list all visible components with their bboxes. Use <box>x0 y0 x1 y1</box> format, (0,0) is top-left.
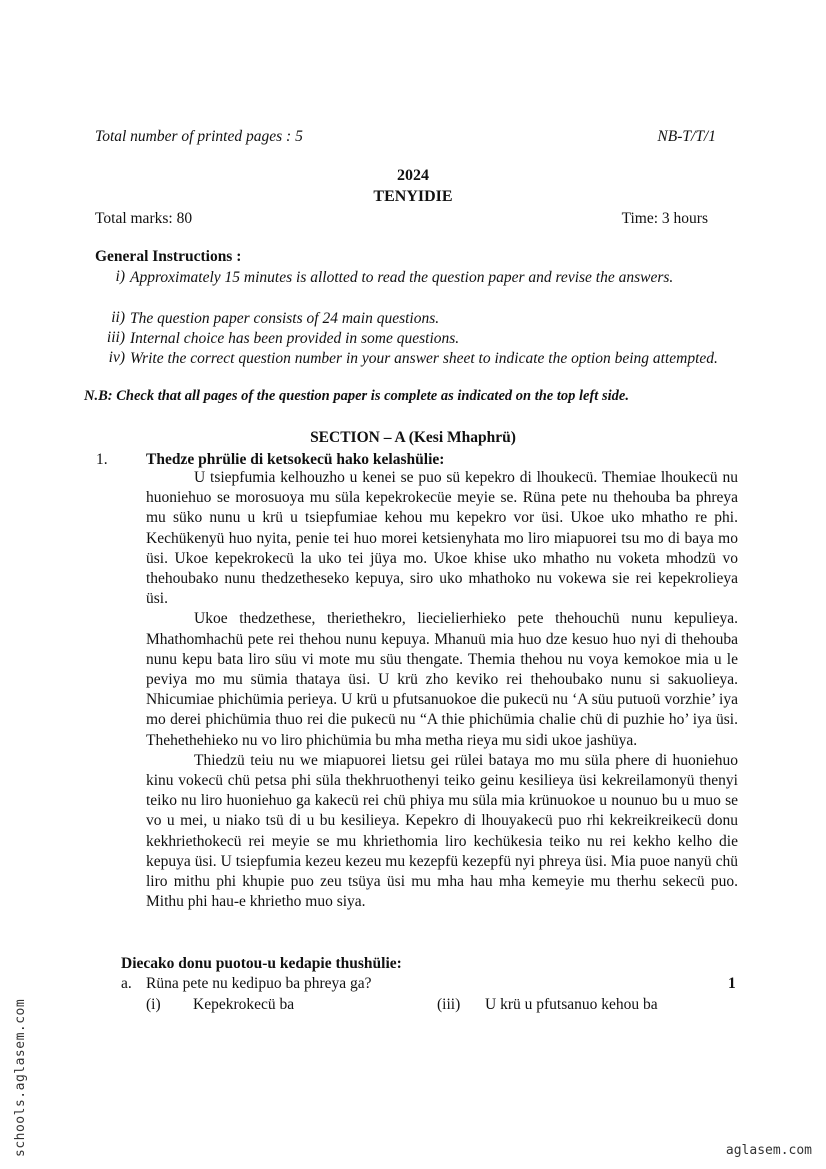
instruction-text: The question paper consists of 24 main questions. <box>130 310 440 327</box>
subject-title: TENYIDIE <box>373 188 453 205</box>
question-number: 1. <box>96 451 108 468</box>
comprehension-passage <box>146 468 738 912</box>
instruction-number: iv) <box>108 349 125 366</box>
instruction-item <box>95 329 735 349</box>
passage-paragraph: U tsiepfumia kelhouzho u kenei se puo sü kepekro di lhoukecü. Themiae lhoukecü nu huoniehuo se morosuoya mu süla kepekrokecüe meyie se. Rüna pete nu thehouba ba phreya mu süko nunu u krü u tsiepfumiae kehou mu kepekro vor üsi. Ukoe uko mhatho re phi. Kechükenyü huo nyita, penie tei huo morei ketsienyhata mo liro miapuorei tsu mo di baya mo üsi. Ukoe kepekrokecü la uko tei jüya mo. Ukoe khise uko mhatho nu voketa mhodzü vo thehoubako nunu thedzetheseko kepuya, siro uko mhathoko nu vokewa sie rei kepekrolieya üsi. <box>146 469 738 608</box>
sub-question-text: Rüna pete nu kedipuo ba phreya ga? <box>146 975 372 992</box>
instruction-number: i) <box>115 268 125 285</box>
instruction-number: iii) <box>106 329 125 346</box>
exam-year: 2024 <box>397 167 429 184</box>
instructions-title: General Instructions : <box>95 248 242 265</box>
option-number: (i) <box>146 996 161 1013</box>
side-watermark: schools.aglasem.com <box>13 998 28 1157</box>
paper-code: NB-T/T/1 <box>657 128 716 145</box>
instruction-item <box>95 309 735 329</box>
instruction-number: ii) <box>111 309 125 326</box>
sub-question-instruction: Diecako donu puotou-u kedapie thushülie: <box>121 955 402 972</box>
instruction-text: Internal choice has been provided in some questions. <box>130 330 460 347</box>
section-title: SECTION – A (Kesi Mhaphrü) <box>310 429 516 446</box>
instruction-item <box>95 349 735 369</box>
instruction-item <box>95 268 735 288</box>
instruction-text: Write the correct question number in your answer sheet to indicate the option being attempted. <box>130 350 718 367</box>
nb-note: N.B: Check that all pages of the question paper is complete as indicated on the top left side. <box>84 388 629 404</box>
instruction-text: Approximately 15 minutes is allotted to read the question paper and revise the answers. <box>130 269 674 286</box>
option-number: (iii) <box>437 996 461 1013</box>
option-text: Kepekrokecü ba <box>193 996 295 1013</box>
exam-time: Time: 3 hours <box>621 210 708 227</box>
total-marks: Total marks: 80 <box>95 210 193 227</box>
question-title: Thedze phrülie di ketsokecü hako kelashülie: <box>146 451 445 468</box>
bottom-watermark: aglasem.com <box>725 1143 812 1158</box>
sub-question-marks: 1 <box>728 975 736 992</box>
passage-paragraph: Thiedzü teiu nu we miapuorei lietsu gei rülei bataya mo mu süla phere di huoniehuo kinu vokecü chü petsa phi süla thekhruothenyi teiko geinu kesilieya üsi kekreilamonyü thenyi teiko nu liro huoniehuo ga kakecü rei chü phiya mu süla mia krünuokoe u nounuo bu u muo se vo u mei, u niako tsü di u bu kesilieya. Kepekro di lhouyakecü puo rhi kekreikreikecü donu kekhriethokecü rei meyie se mu khriethomia liro kechükesia teiko nu rei kekho kelho die kepuya üsi. U tsiepfumia kezeu kezeu mu kezepfü kezepfü nyi phreya üsi. Mia puoe nanyü chü liro mithu phi khupie puo zeu tsüya üsi mu mha hau mha kemeyie mu therhu sekecü puo. Mithu phi hau-e khriethо muo siya. <box>146 751 738 911</box>
passage-paragraph: Ukoe thedzethese, theriethekro, liecielierhieko pete thehouchü nunu kepulieya. Mhathomhachü pete rei thehou nunu kepuya. Mhanuü mia huo dze kesuo huo nyi di thehouba nunu kepu bata liro süu vi mote mu süu thengate. Themia thehou nu voya kemokoe mia u le peviya mo mu sümia thataya üsi. U krü zho keviko rei thehoubako nunu si sakuolieya. Nhicumiae phichümia perieya. U krü u pfutsanuokoe die pukecü nu ‘A süu putuoü vorzhie’ iya mo derei phichümia thuo rei die pukecü nu “A thie phichümia chalie chü di puzhie ho’ iya üsi. Thehethehieko nu vo liro phichümia bu mha metha rieya mu sidi ukoe jashüya. <box>146 610 738 749</box>
total-pages-label: Total number of printed pages : 5 <box>95 128 303 145</box>
sub-question-label: a. <box>121 975 132 992</box>
option-text: U krü u pfutsanuo kehou ba <box>485 996 658 1013</box>
